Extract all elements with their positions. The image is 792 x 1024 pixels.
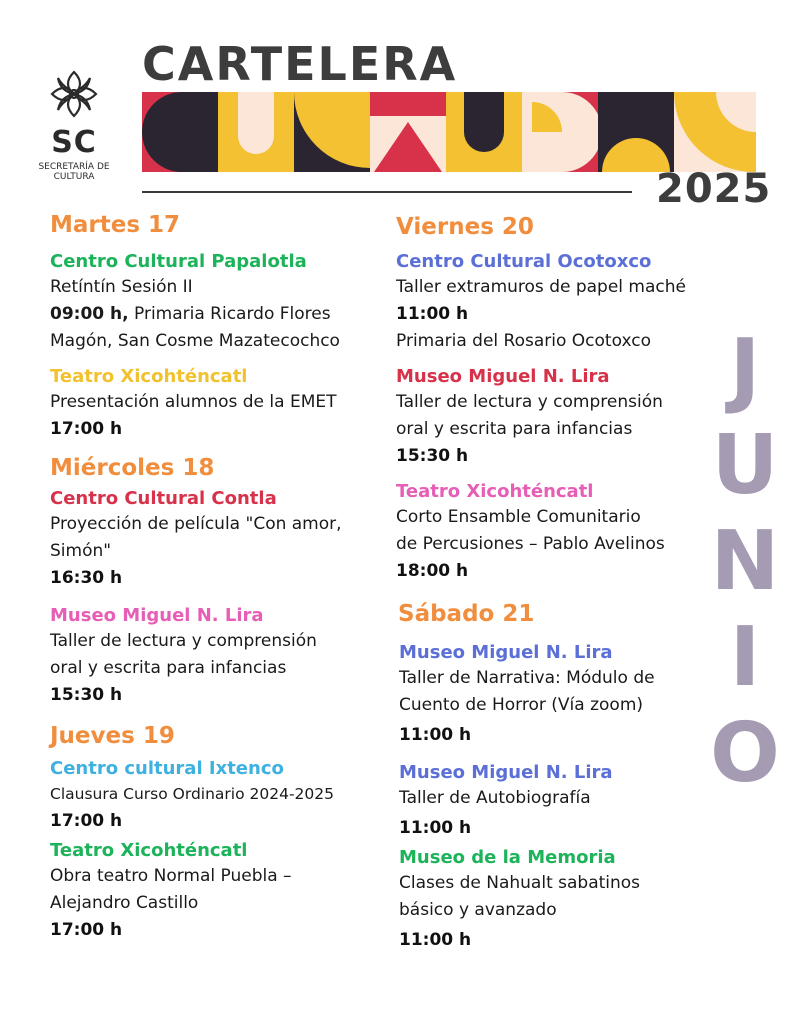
venue-name: Centro Cultural Ocotoxco: [396, 251, 652, 272]
venue-name: Teatro Xicohténcatl: [396, 481, 594, 502]
venue-name: Museo Miguel N. Lira: [396, 366, 610, 387]
flower-emblem-icon: [46, 66, 102, 122]
event-time: 11:00 h: [396, 304, 469, 324]
venue-name: Centro Cultural Contla: [50, 488, 277, 509]
event-title: oral y escrita para infancias: [50, 658, 287, 678]
venue-name: Teatro Xicohténcatl: [50, 366, 248, 387]
logo-initials: SC: [51, 125, 97, 160]
event-title: Taller de lectura y comprensión: [396, 392, 663, 412]
month-letter: O: [710, 706, 780, 801]
event-time: 17:00 h: [50, 419, 123, 439]
event-title: Corto Ensamble Comunitario: [396, 507, 641, 527]
day-heading: Jueves 19: [50, 723, 175, 749]
event-title: Taller de lectura y comprensión: [50, 631, 317, 651]
venue-name: Teatro Xicohténcatl: [50, 840, 248, 861]
venue-name: Centro cultural Ixtenco: [50, 758, 284, 779]
venue-name: Museo Miguel N. Lira: [399, 642, 613, 663]
event-title: Taller de Autobiografía: [399, 788, 591, 808]
event-time: 18:00 h: [396, 561, 469, 581]
venue-name: Museo de la Memoria: [399, 847, 616, 868]
event-title: Retíntín Sesión II: [50, 277, 193, 297]
event-time-place: [50, 301, 390, 328]
month-letter: J: [729, 322, 761, 417]
header-title: CARTELERA: [142, 37, 458, 91]
day-heading: Martes 17: [50, 212, 181, 238]
event-time: 17:00 h: [50, 920, 123, 940]
month-letter: N: [710, 514, 780, 609]
event-title: Clases de Nahualt sabatinos: [399, 873, 641, 893]
event-title: Taller de Narrativa: Módulo de: [399, 668, 655, 688]
venue-name: Museo Miguel N. Lira: [399, 762, 613, 783]
month-letter: U: [711, 418, 779, 513]
venue-name: Centro Cultural Papalotla: [50, 251, 307, 272]
year: 2025: [656, 166, 772, 212]
event-place: Primaria del Rosario Ocotoxco: [396, 331, 651, 351]
cultural-banner: [142, 92, 756, 172]
event-title: Obra teatro Normal Puebla –: [50, 866, 292, 886]
event-time: 11:00 h: [399, 818, 472, 838]
event-place: Primaria Ricardo Flores: [134, 304, 331, 324]
event-time: 15:30 h: [50, 685, 123, 705]
logo-text: SECRETARÍA DE CULTURA: [38, 162, 110, 182]
event-time: 16:30 h: [50, 568, 123, 588]
event-title: de Percusiones – Pablo Avelinos: [396, 534, 665, 554]
left-column: [50, 210, 390, 944]
event-place: Magón, San Cosme Mazatecochco: [50, 331, 340, 351]
header-divider: [142, 191, 632, 193]
event-time: 17:00 h: [50, 811, 123, 831]
day-heading: Sábado 21: [398, 601, 535, 627]
day-heading: Miércoles 18: [50, 455, 215, 481]
event-title: Presentación alumnos de la EMET: [50, 392, 337, 412]
event-title: Proyección de película "Con amor,: [50, 514, 342, 534]
event-time: 15:30 h: [396, 446, 469, 466]
right-column: [396, 212, 706, 956]
event-title: Cuento de Horror (Vía zoom): [399, 695, 644, 715]
saturday-events: [399, 641, 706, 956]
event-title: Simón": [50, 541, 112, 561]
event-title: Clausura Curso Ordinario 2024-2025: [50, 785, 334, 803]
event-time: 11:00 h: [399, 725, 472, 745]
month-vertical: [700, 322, 790, 802]
event-title: Alejandro Castillo: [50, 893, 199, 913]
day-heading: Viernes 20: [396, 214, 534, 240]
secretaria-cultura-logo: [28, 66, 120, 182]
event-title: Taller extramuros de papel maché: [396, 277, 686, 297]
event-title: básico y avanzado: [399, 900, 557, 920]
event-time: 09:00 h,: [50, 304, 129, 324]
venue-name: Museo Miguel N. Lira: [50, 605, 264, 626]
event-title: oral y escrita para infancias: [396, 419, 633, 439]
event-time: 11:00 h: [399, 930, 472, 950]
month-letter: I: [729, 610, 761, 705]
